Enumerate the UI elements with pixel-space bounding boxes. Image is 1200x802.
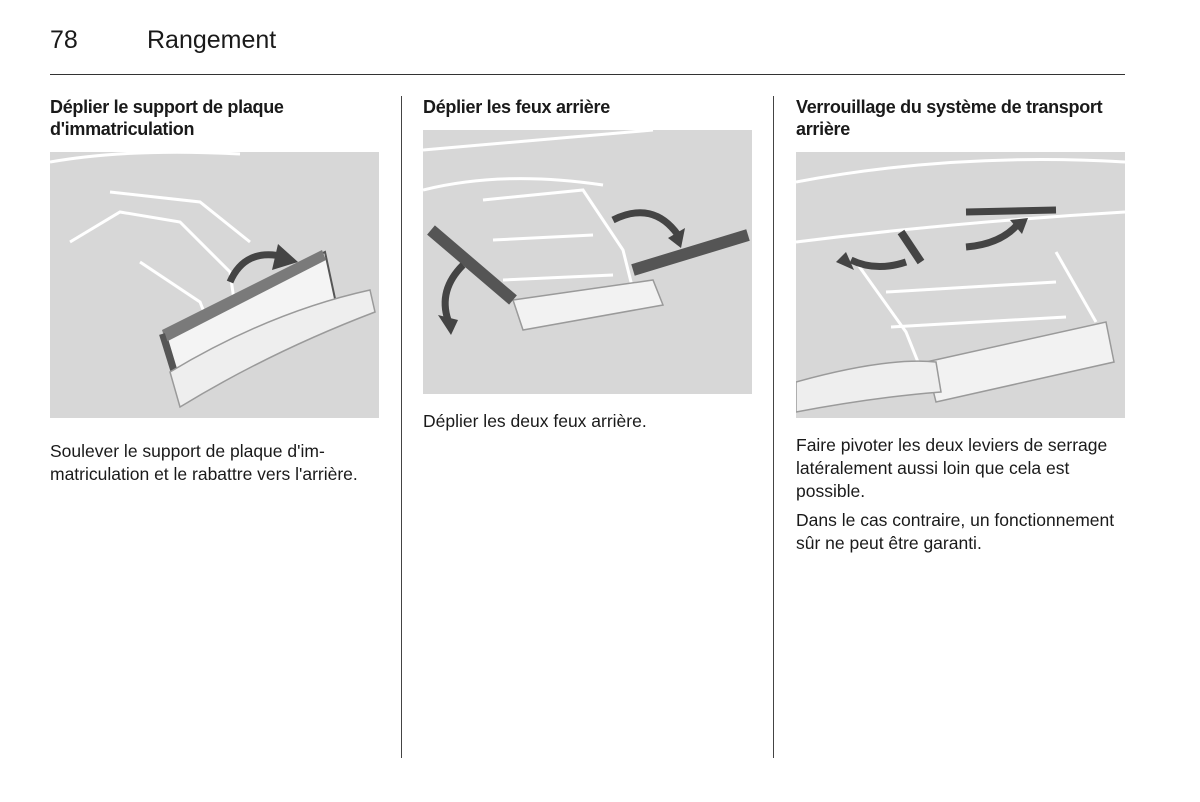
header-rule <box>50 74 1125 75</box>
section-paragraph: Dans le cas contraire, un fonctionnement sûr ne peut être garanti. <box>796 510 1115 553</box>
chapter-title: Rangement <box>147 26 277 54</box>
section-carrier-lock <box>796 96 1126 561</box>
column-divider-1 <box>401 96 402 758</box>
section-heading: Déplier les feux arrière <box>423 97 610 117</box>
license-plate-fold-illustration <box>50 152 379 418</box>
section-license-plate <box>50 96 380 492</box>
section-paragraph: Soulever le support de plaque d'immatriculation et le rabattre vers l'arrière. <box>50 441 358 484</box>
carrier-lock-illustration <box>796 152 1125 418</box>
section-paragraph: Faire pivoter les deux leviers de serrage latéralement aussi loin que cela est possible. <box>796 435 1108 501</box>
column-divider-2 <box>773 96 774 758</box>
page-number: 78 <box>50 26 78 54</box>
section-heading: Déplier le support de plaque d'immatriculation <box>50 97 284 139</box>
section-paragraph: Déplier les deux feux arrière. <box>423 411 647 431</box>
rear-lights-unfold-illustration <box>423 130 752 394</box>
section-rear-lights <box>423 96 753 439</box>
section-heading: Verrouillage du système de transport arrière <box>796 97 1103 139</box>
